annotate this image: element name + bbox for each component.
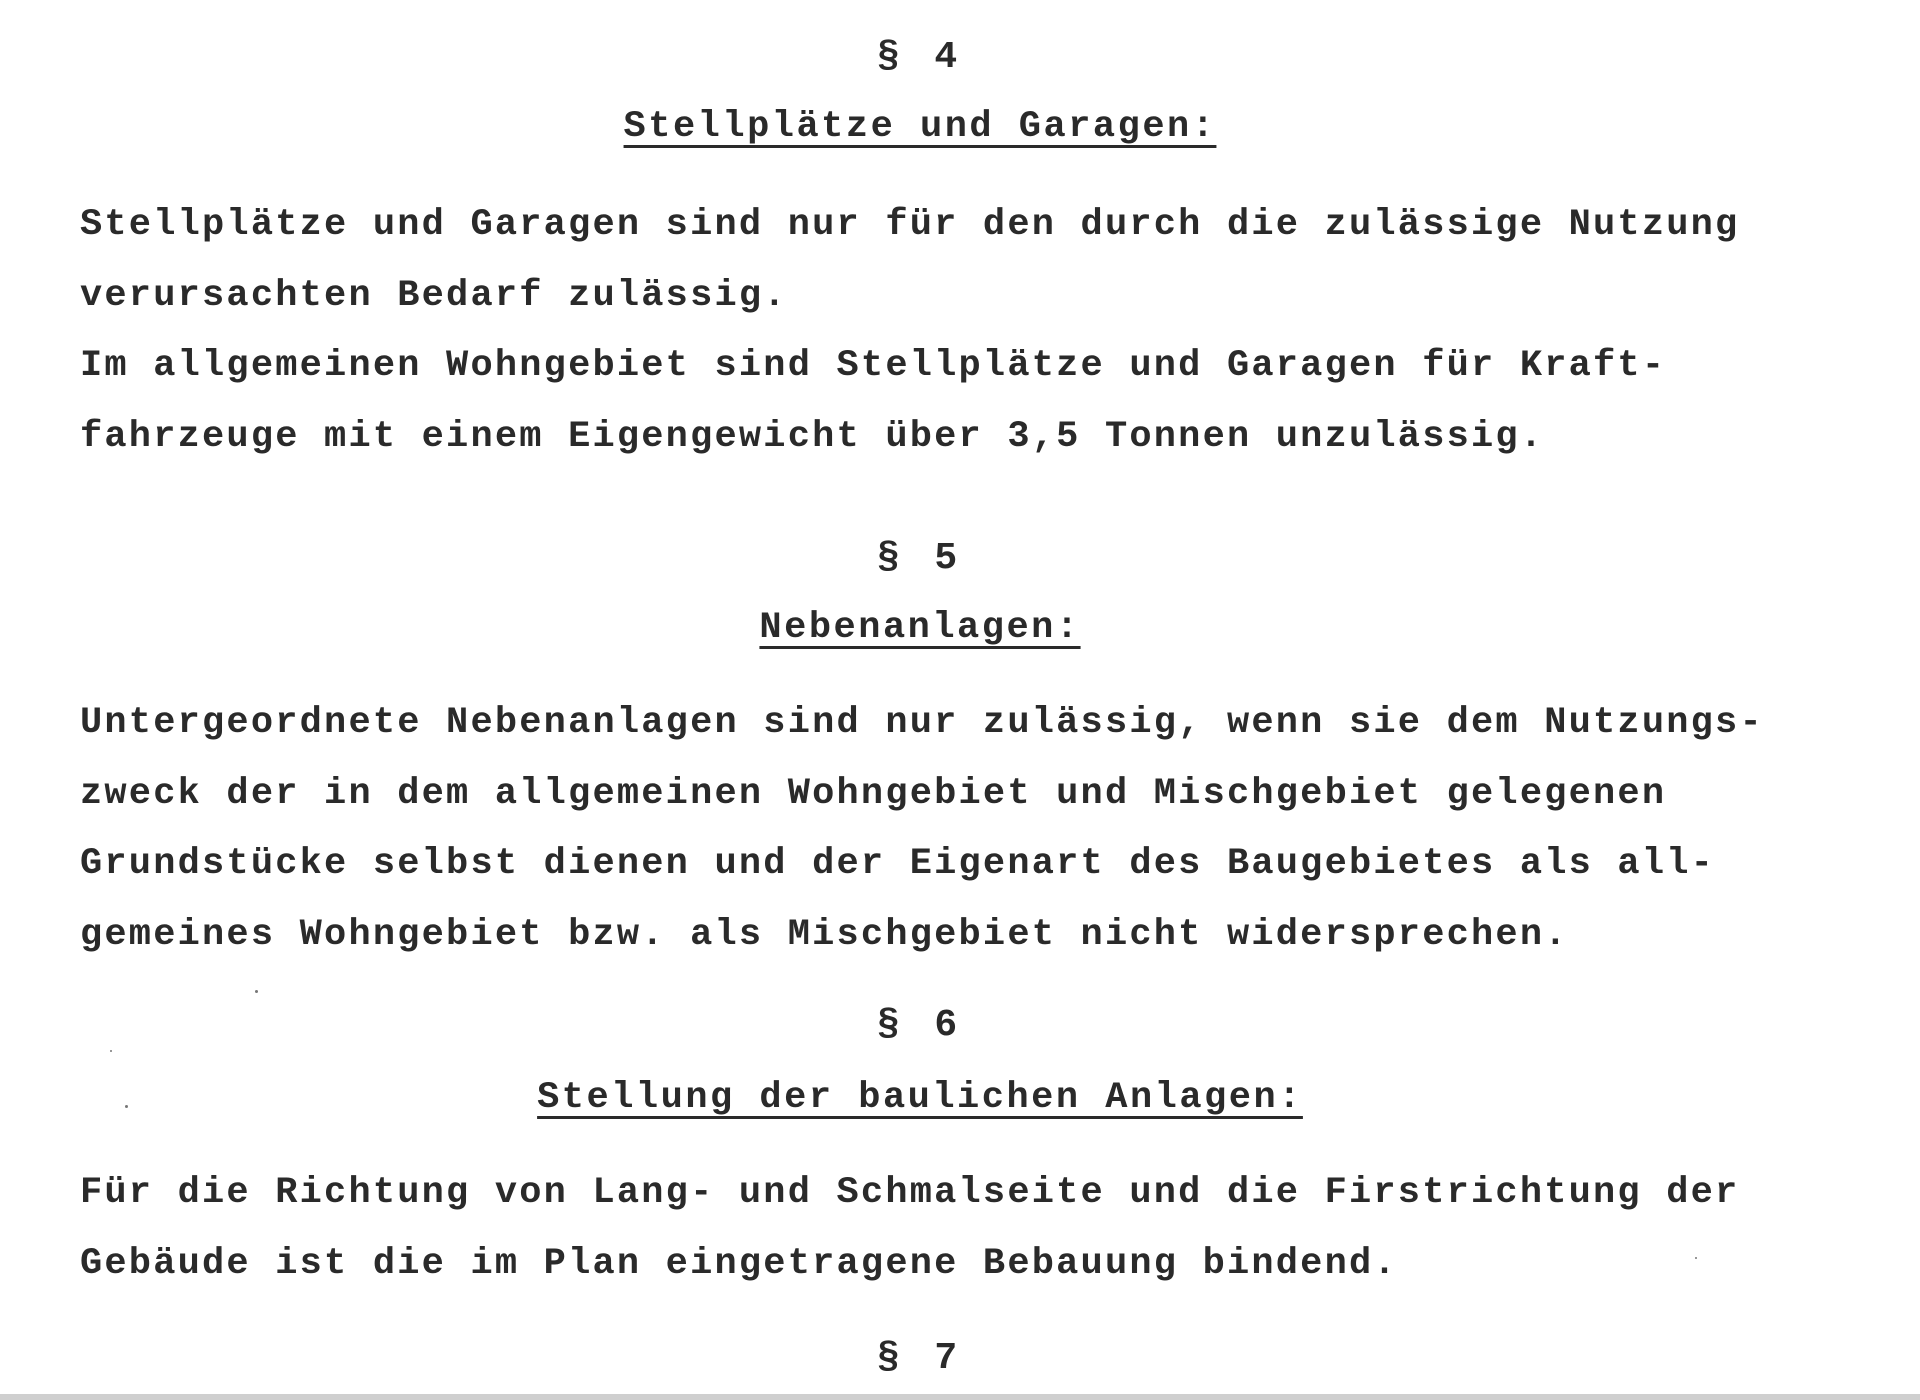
scan-speck	[110, 1050, 112, 1052]
bottom-edge	[0, 1394, 1920, 1400]
section-5-title	[0, 607, 1840, 649]
section-5-line-1: Untergeordnete Nebenanlagen sind nur zulässig, wenn sie dem Nutzungs-	[80, 702, 1764, 744]
section-4-line-1: Stellplätze und Garagen sind nur für den durch die zulässige Nutzung	[80, 204, 1740, 246]
section-6-number: § 6	[876, 1004, 964, 1047]
scan-speck	[1695, 1257, 1697, 1259]
section-6-title	[0, 1077, 1840, 1119]
section-4-line-4: fahrzeuge mit einem Eigengewicht über 3,5 Tonnen unzulässig.	[80, 416, 1545, 458]
section-5-title-text: Nebenanlagen:	[759, 607, 1081, 649]
section-4-title	[0, 106, 1840, 148]
section-7-number: § 7	[876, 1337, 964, 1380]
scan-speck	[255, 990, 258, 993]
section-4-number: § 4	[876, 36, 964, 79]
section-5-line-2: zweck der in dem allgemeinen Wohngebiet und Mischgebiet gelegenen	[80, 773, 1667, 815]
section-6-title-text: Stellung der baulichen Anlagen:	[537, 1077, 1303, 1119]
section-6-line-1: Für die Richtung von Lang- und Schmalseite und die Firstrichtung der	[80, 1172, 1740, 1214]
section-4-title-text: Stellplätze und Garagen:	[623, 106, 1217, 148]
scan-speck	[125, 1105, 128, 1108]
section-6-line-2: Gebäude ist die im Plan eingetragene Bebauung bindend.	[80, 1243, 1398, 1285]
section-5-number: § 5	[876, 537, 964, 580]
section-4-line-3: Im allgemeinen Wohngebiet sind Stellplätze und Garagen für Kraft-	[80, 345, 1667, 387]
section-4-line-2: verursachten Bedarf zulässig.	[80, 275, 788, 317]
section-5-line-3: Grundstücke selbst dienen und der Eigenart des Baugebietes als all-	[80, 843, 1716, 885]
section-5-line-4: gemeines Wohngebiet bzw. als Mischgebiet nicht widersprechen.	[80, 914, 1569, 956]
